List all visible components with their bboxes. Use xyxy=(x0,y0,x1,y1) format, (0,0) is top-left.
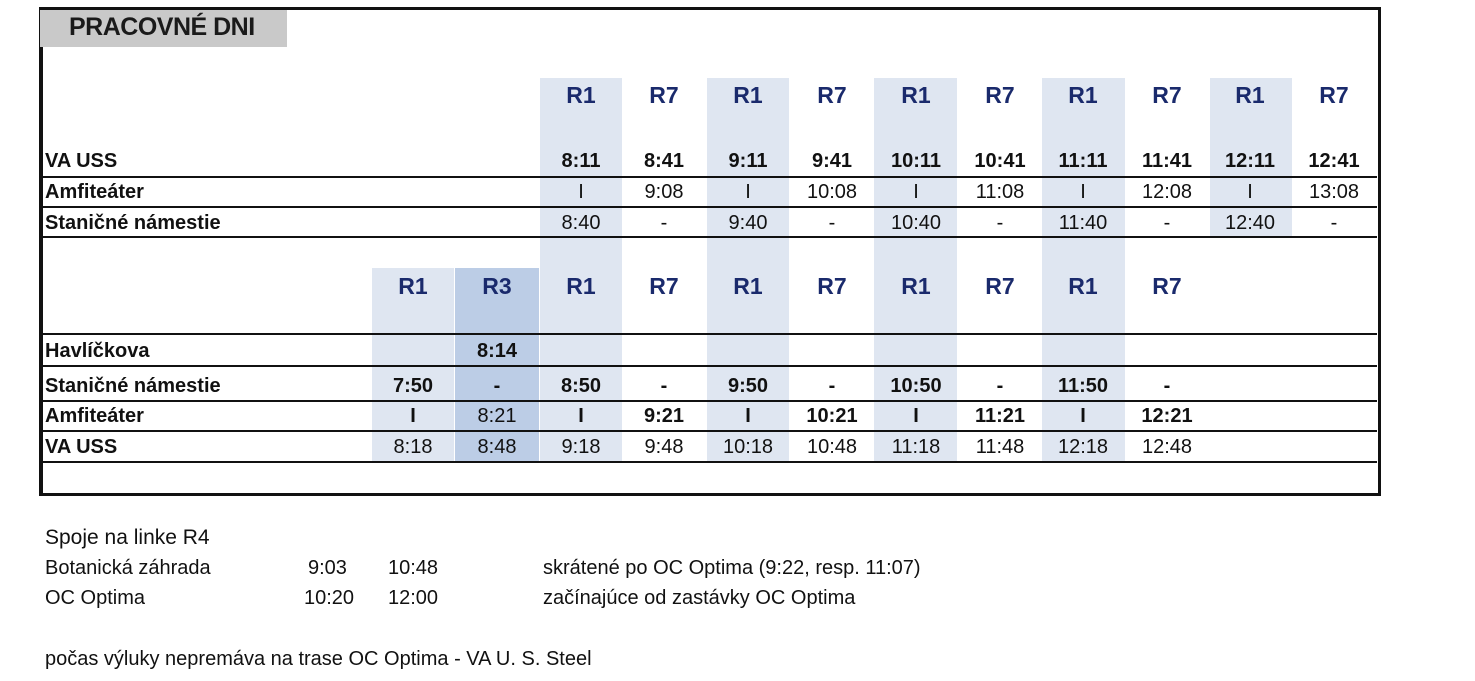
time-cell: - xyxy=(1330,212,1338,234)
r4-stop: OC Optima xyxy=(45,587,146,609)
r4-time: 10:48 xyxy=(388,557,439,579)
stop-name: Staničné námestie xyxy=(45,212,221,234)
time-cell: 9:40 xyxy=(728,212,768,234)
stop-name: VA USS xyxy=(45,150,118,172)
time-cell: 12:40 xyxy=(1224,212,1276,234)
route-header: R1 xyxy=(901,82,931,108)
time-cell: 9:21 xyxy=(643,405,685,427)
r4-time: 10:20 xyxy=(304,587,355,609)
stop-name: Staničné námestie xyxy=(45,375,221,397)
time-cell: 7:50 xyxy=(392,375,434,397)
route-header: R7 xyxy=(817,82,847,108)
time-cell: 8:18 xyxy=(393,436,433,458)
time-cell: I xyxy=(1247,181,1253,203)
time-cell: - xyxy=(996,212,1004,234)
r4-note: skrátené po OC Optima (9:22, resp. 11:07) xyxy=(543,557,921,579)
route-header: R1 xyxy=(1235,82,1265,108)
r4-note: začínajúce od zastávky OC Optima xyxy=(543,587,856,609)
time-cell: 11:41 xyxy=(1141,150,1193,172)
time-cell: 10:48 xyxy=(806,436,858,458)
time-cell: 9:18 xyxy=(561,436,601,458)
footer-note: počas výluky nepremáva na trase OC Optima - VA U. S. Steel xyxy=(45,648,592,670)
time-cell: - xyxy=(660,212,668,234)
rule xyxy=(42,333,1377,335)
time-cell: 12:18 xyxy=(1057,436,1109,458)
time-cell: 12:08 xyxy=(1141,181,1193,203)
time-cell: I xyxy=(1080,405,1086,427)
rule xyxy=(42,461,1377,463)
time-cell: 10:08 xyxy=(806,181,858,203)
stop-name: Amfiteáter xyxy=(45,181,144,203)
route-header: R3 xyxy=(482,273,512,299)
band-lower-3 xyxy=(707,238,789,462)
time-cell: 12:11 xyxy=(1224,150,1276,172)
r4-stop: Botanická záhrada xyxy=(45,557,211,579)
rule xyxy=(42,236,1377,238)
time-cell: - xyxy=(1163,212,1171,234)
time-cell: 9:11 xyxy=(728,150,768,172)
time-cell: 11:11 xyxy=(1058,150,1108,172)
rule xyxy=(42,206,1377,208)
time-cell: 11:08 xyxy=(975,181,1025,203)
time-cell: I xyxy=(913,405,919,427)
time-cell: 11:21 xyxy=(974,405,1026,427)
time-cell: 8:41 xyxy=(643,150,685,172)
band-lower-7 xyxy=(1042,238,1125,462)
route-header: R7 xyxy=(649,82,679,108)
time-cell: 10:50 xyxy=(890,375,942,397)
time-cell: 8:40 xyxy=(561,212,601,234)
time-cell: 11:40 xyxy=(1058,212,1108,234)
time-cell: 9:41 xyxy=(811,150,853,172)
route-header: R1 xyxy=(566,273,596,299)
time-cell: 10:40 xyxy=(890,212,942,234)
route-header: R1 xyxy=(398,273,428,299)
stop-name: Amfiteáter xyxy=(45,405,144,427)
route-header: R7 xyxy=(817,273,847,299)
time-cell: I xyxy=(745,405,751,427)
time-cell: 8:14 xyxy=(476,340,518,362)
route-header: R1 xyxy=(901,273,931,299)
time-cell: 8:50 xyxy=(560,375,602,397)
r4-time: 12:00 xyxy=(388,587,439,609)
time-cell: - xyxy=(660,375,668,397)
time-cell: 11:50 xyxy=(1057,375,1109,397)
time-cell: I xyxy=(913,181,919,203)
r4-heading: Spoje na linke R4 xyxy=(45,526,210,549)
band-lower-5 xyxy=(874,238,957,462)
time-cell: I xyxy=(578,181,584,203)
time-cell: 10:18 xyxy=(722,436,774,458)
route-header: R7 xyxy=(1319,82,1349,108)
stop-name: VA USS xyxy=(45,436,118,458)
time-cell: - xyxy=(828,212,836,234)
route-header: R7 xyxy=(985,273,1015,299)
time-cell: 12:48 xyxy=(1141,436,1193,458)
time-cell: 11:48 xyxy=(975,436,1025,458)
time-cell: - xyxy=(828,375,836,397)
time-cell: - xyxy=(493,375,501,397)
band-lower-1 xyxy=(540,238,622,462)
route-header: R7 xyxy=(649,273,679,299)
time-cell: 11:18 xyxy=(891,436,941,458)
route-header: R1 xyxy=(1068,273,1098,299)
time-cell: 8:11 xyxy=(561,150,601,172)
time-cell: 9:50 xyxy=(727,375,769,397)
rule xyxy=(42,365,1377,367)
time-cell: 12:41 xyxy=(1308,150,1360,172)
time-cell: I xyxy=(410,405,416,427)
time-cell: I xyxy=(1080,181,1086,203)
time-cell: 10:21 xyxy=(806,405,858,427)
route-header: R1 xyxy=(1068,82,1098,108)
time-cell: I xyxy=(578,405,584,427)
time-cell: 9:48 xyxy=(644,436,684,458)
route-header: R7 xyxy=(1152,273,1182,299)
route-header: R1 xyxy=(733,82,763,108)
time-cell: 13:08 xyxy=(1308,181,1360,203)
route-header: R7 xyxy=(1152,82,1182,108)
route-header: R7 xyxy=(985,82,1015,108)
time-cell: 10:11 xyxy=(890,150,942,172)
time-cell: 9:08 xyxy=(644,181,684,203)
rule xyxy=(42,430,1377,432)
time-cell: - xyxy=(996,375,1004,397)
time-cell: 8:48 xyxy=(477,436,517,458)
time-cell: - xyxy=(1163,375,1171,397)
rule xyxy=(42,400,1377,402)
time-cell: 10:41 xyxy=(974,150,1026,172)
route-header: R1 xyxy=(733,273,763,299)
r4-time: 9:03 xyxy=(308,557,347,579)
time-cell: 12:21 xyxy=(1141,405,1193,427)
stop-name: Havlíčkova xyxy=(45,340,150,362)
page-title: PRACOVNÉ DNI xyxy=(69,13,255,41)
rule xyxy=(42,176,1377,178)
time-cell: 8:21 xyxy=(477,405,517,427)
time-cell: I xyxy=(745,181,751,203)
route-header: R1 xyxy=(566,82,596,108)
